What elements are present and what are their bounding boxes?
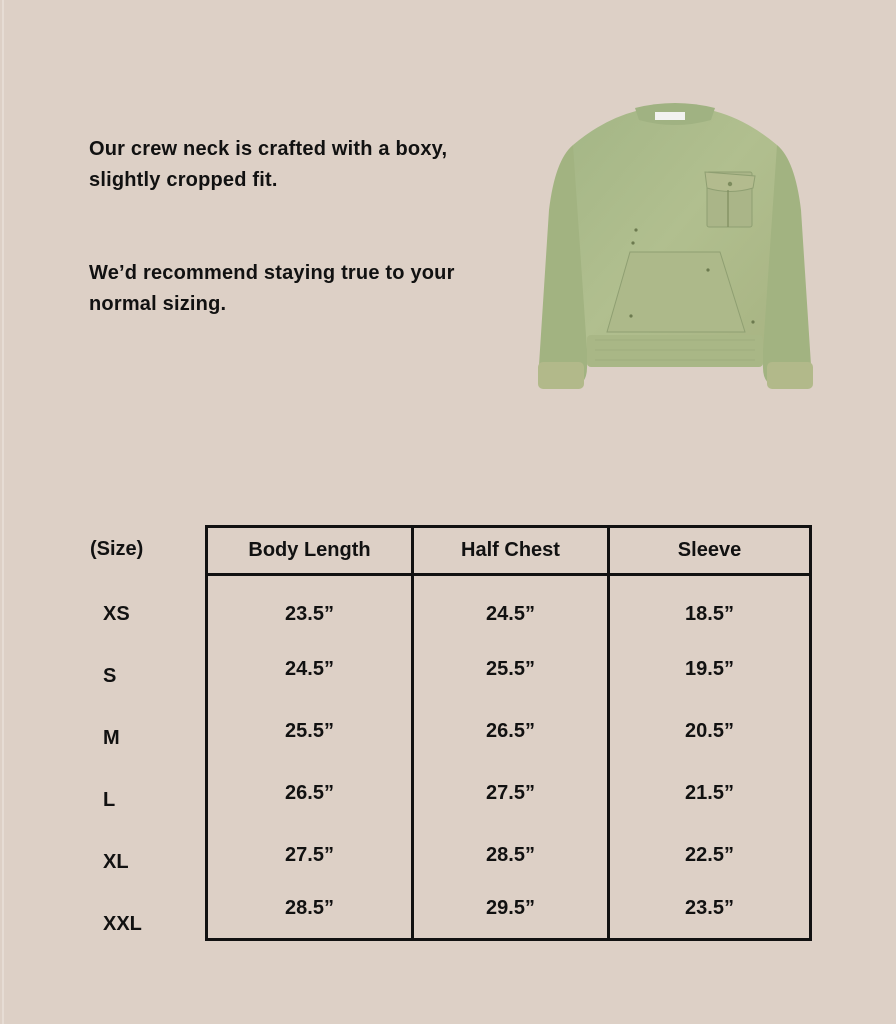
cell-body-length: 26.5” — [285, 781, 334, 804]
table-row — [207, 824, 811, 886]
cell-sleeve: 21.5” — [609, 762, 811, 824]
cell-sleeve: 19.5” — [609, 638, 811, 700]
cell-half-chest: 29.5” — [413, 886, 609, 940]
sizing-recommendation: We’d recommend staying true to your normal sizing. — [89, 262, 455, 315]
cell-body-length: 23.5” — [285, 602, 334, 625]
cell-body-length: 27.5” — [285, 843, 334, 866]
size-label-xxl: XXL — [103, 913, 142, 935]
left-edge-line — [2, 0, 4, 1024]
column-header-body-length: Body Length — [207, 527, 413, 575]
column-header-half-chest: Half Chest — [413, 527, 609, 575]
cell-body-length: 28.5” — [285, 896, 334, 919]
table-row — [207, 575, 811, 639]
product-image — [535, 100, 815, 392]
cell-sleeve: 18.5” — [609, 575, 811, 639]
table-row — [207, 700, 811, 762]
cell-half-chest: 28.5” — [413, 824, 609, 886]
cell-sleeve: 22.5” — [609, 824, 811, 886]
size-label-l: L — [103, 789, 116, 811]
size-label-xs: XS — [103, 603, 130, 625]
table-header-row — [207, 527, 811, 575]
size-chart-table — [205, 525, 812, 941]
cell-half-chest: 24.5” — [413, 575, 609, 639]
cell-sleeve: 23.5” — [609, 886, 811, 940]
column-header-sleeve: Sleeve — [609, 527, 811, 575]
size-label-s: S — [103, 665, 117, 687]
size-label-m: M — [103, 727, 120, 749]
size-labels — [103, 576, 193, 948]
cell-half-chest: 25.5” — [413, 638, 609, 700]
cell-half-chest: 27.5” — [413, 762, 609, 824]
cell-half-chest: 26.5” — [413, 700, 609, 762]
table-row — [207, 762, 811, 824]
sweatshirt-illustration — [535, 100, 815, 392]
size-column-header: (Size) — [90, 538, 144, 560]
table-row — [207, 638, 811, 700]
table-row — [207, 886, 811, 940]
cell-body-length: 25.5” — [285, 719, 334, 742]
size-label-xl: XL — [103, 851, 129, 873]
cell-body-length: 24.5” — [285, 657, 334, 680]
fit-description: Our crew neck is crafted with a boxy, slightly cropped fit. — [89, 138, 448, 191]
cell-sleeve: 20.5” — [609, 700, 811, 762]
